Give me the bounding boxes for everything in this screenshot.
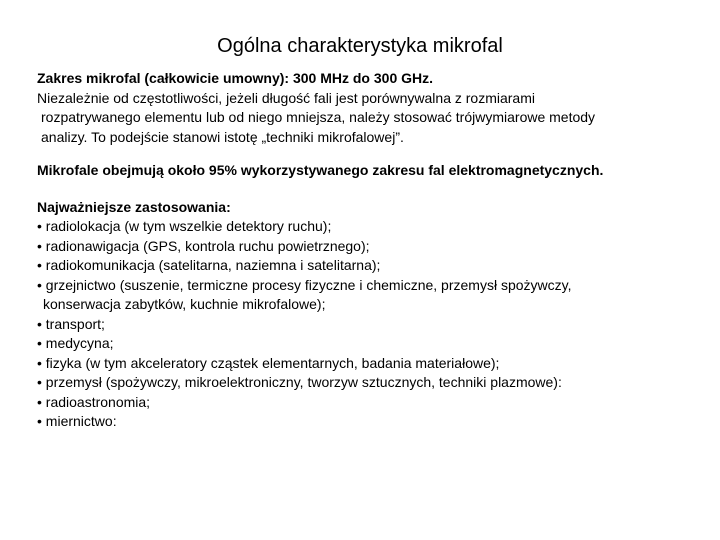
spectrum-share-line: Mikrofale obejmują około 95% wykorzystywanego zakresu fal elektromagnetycznych. — [37, 162, 604, 178]
list-item-text: radiokomunikacja (satelitarna, naziemna i satelitarna); — [45, 257, 381, 273]
list-item — [37, 315, 697, 335]
list-item-text: przemysł (spożywczy, mikroelektroniczny, tworzyw sztucznych, techniki plazmowe): — [45, 374, 562, 390]
bullet: • — [37, 354, 42, 371]
bullet: • — [37, 413, 42, 429]
list-item-text: medycyna; — [45, 335, 114, 351]
list-item — [37, 217, 697, 237]
list-item-continuation: konserwacja zabytków, kuchnie mikrofalowe); — [43, 296, 326, 312]
list-item-text: grzejnictwo (suszenie, termiczne procesy fizyczne i chemiczne, przemysł spożywczy, — [45, 276, 572, 293]
list-item — [37, 237, 697, 257]
list-item — [37, 393, 697, 413]
slide-body — [37, 69, 697, 432]
bullet: • — [37, 335, 42, 351]
independence-line-3: analizy. To podejście stanowi istotę „techniki mikrofalowej”. — [41, 128, 404, 145]
list-item — [37, 354, 697, 374]
applications-list — [37, 217, 697, 432]
list-item — [37, 373, 697, 393]
bullet: • — [37, 276, 42, 293]
bullet: • — [37, 218, 42, 234]
list-item — [37, 412, 697, 432]
bullet: • — [37, 374, 42, 390]
bullet: • — [37, 315, 42, 332]
list-item-text: fizyka (w tym akceleratory cząstek elementarnych, badania materiałowe); — [45, 354, 500, 371]
list-item-text: radionawigacja (GPS, kontrola ruchu powietrznego); — [45, 237, 370, 254]
bullet: • — [37, 237, 42, 254]
list-item — [37, 256, 697, 276]
list-item-text: radioastronomia; — [45, 393, 151, 410]
independence-line-2: rozpatrywanego elementu lub od niego mniejsza, należy stosować trójwymiarowe metody — [41, 109, 596, 125]
independence-line-1: Niezależnie od częstotliwości, jeżeli długość fali jest porównywalna z rozmiarami — [37, 89, 535, 106]
list-item-text: radiolokacja (w tym wszelkie detektory ruchu); — [45, 218, 332, 234]
list-item-text: transport; — [45, 315, 105, 332]
list-item — [37, 276, 697, 315]
frequency-range-line: Zakres mikrofal (całkowicie umowny): 300 MHz do 300 GHz. — [37, 70, 434, 86]
list-item — [37, 334, 697, 354]
applications-heading: Najważniejsze zastosowania: — [37, 198, 231, 215]
list-item-text: miernictwo: — [45, 413, 117, 429]
bullet: • — [37, 393, 42, 410]
slide-title: Ogólna charakterystyka mikrofal — [217, 35, 503, 57]
bullet: • — [37, 257, 42, 273]
